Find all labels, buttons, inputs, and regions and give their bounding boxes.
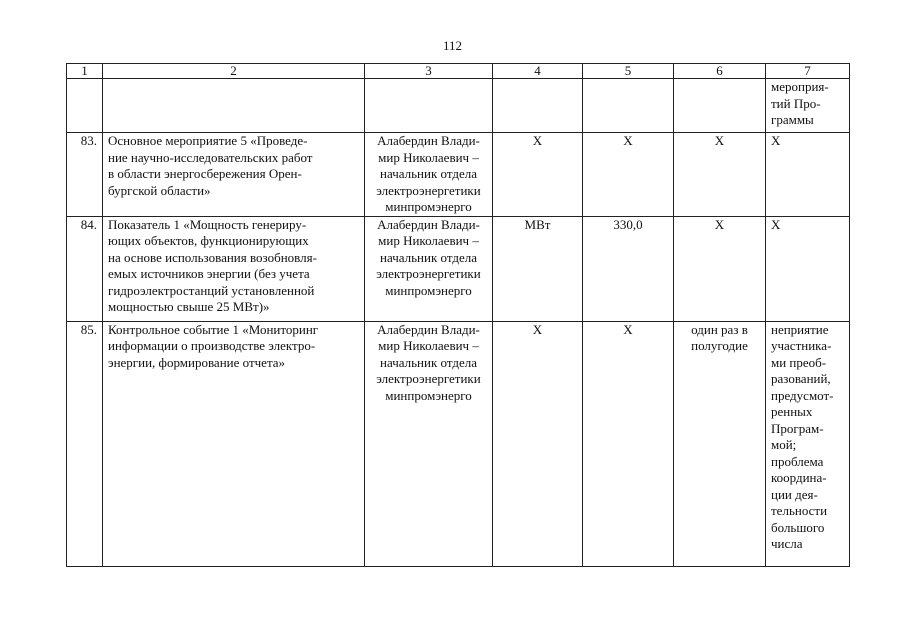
target-value-cell: Х	[583, 321, 674, 566]
table-row	[67, 133, 850, 217]
risks-line: проблема	[771, 453, 824, 469]
responsible-person-line: электроэнергетики	[376, 182, 481, 198]
risks-line: мой;	[771, 437, 797, 452]
period-line: Х	[714, 216, 725, 232]
row-number-cell: 84.	[67, 216, 103, 321]
risks-line: Програм-	[771, 420, 824, 436]
responsible-person-line: начальник отдела	[379, 249, 477, 265]
row-number-cell	[67, 79, 103, 133]
risks-line: числа	[771, 536, 803, 551]
column-header: 7	[766, 64, 850, 79]
column-header: 5	[583, 64, 674, 79]
activity-name-line: ние научно-исследовательских работ	[108, 149, 313, 165]
risks-cell	[766, 79, 850, 133]
responsible-person-line: мир Николаевич –	[378, 338, 479, 353]
risks-line: разований,	[771, 371, 831, 386]
program-table	[66, 63, 850, 567]
activity-name-line: на основе использования возобновля-	[108, 249, 317, 265]
activity-name-cell	[103, 216, 365, 321]
activity-name-line: Показатель 1 «Мощность генериру-	[108, 216, 307, 232]
activity-name-line: информации о производстве электро-	[108, 338, 316, 353]
activity-name-cell	[103, 79, 365, 133]
target-value-cell: 330,0	[583, 216, 674, 321]
unit-of-measure-cell: Х	[493, 321, 583, 566]
risks-line: ми преоб-	[771, 354, 827, 370]
risks-cell	[766, 216, 850, 321]
activity-name-line: гидроэлектростанций установленной	[108, 282, 315, 298]
responsible-person-cell	[365, 133, 493, 217]
table-row	[67, 321, 850, 566]
risks-line: тельности	[771, 503, 828, 518]
responsible-person-cell	[365, 321, 493, 566]
activity-name-line: бургской области»	[108, 182, 211, 198]
table-row	[67, 216, 850, 321]
target-value-cell: Х	[583, 133, 674, 217]
responsible-person-line: минпромэнерго	[385, 387, 472, 403]
risks-line: участника-	[771, 338, 832, 353]
page-number: 112	[442, 38, 463, 53]
period-line: один раз в	[691, 321, 748, 337]
responsible-person-cell	[365, 79, 493, 133]
column-header: 3	[365, 64, 493, 79]
responsible-person-line: мир Николаевич –	[378, 233, 479, 248]
risks-line: Х	[771, 133, 781, 148]
column-header: 2	[103, 64, 365, 79]
responsible-person-line: начальник отдела	[379, 166, 477, 181]
unit-of-measure-cell: МВт	[493, 216, 583, 321]
activity-name-cell	[103, 133, 365, 217]
activity-name-line: Основное мероприятие 5 «Проведе-	[108, 133, 308, 148]
activity-name-line: энергии, формирование отчета»	[108, 354, 286, 370]
responsible-person-line: минпромэнерго	[385, 199, 472, 214]
column-header: 1	[67, 64, 103, 79]
period-cell	[674, 79, 766, 133]
responsible-person-line: Алабердин Влади-	[377, 133, 480, 148]
responsible-person-cell	[365, 216, 493, 321]
column-header: 6	[674, 64, 766, 79]
risks-line: большого	[771, 519, 825, 535]
target-value-cell	[583, 79, 674, 133]
activity-name-line: в области энергосбережения Орен-	[108, 166, 302, 181]
risks-line: Х	[771, 216, 781, 232]
header-row	[67, 64, 850, 79]
activity-name-line: Контрольное событие 1 «Мониторинг	[108, 321, 319, 337]
activity-name-line: мощностью свыше 25 МВт)»	[108, 299, 270, 314]
responsible-person-line: минпромэнерго	[385, 282, 472, 298]
activity-name-line: емых источников энергии (без учета	[108, 266, 310, 281]
row-number-cell: 85.	[67, 321, 103, 566]
responsible-person-line: электроэнергетики	[376, 266, 481, 281]
risks-cell	[766, 321, 850, 566]
table-row	[67, 79, 850, 133]
period-line: полугодие	[691, 338, 748, 353]
responsible-person-line: мир Николаевич –	[378, 149, 479, 165]
unit-of-measure-cell	[493, 79, 583, 133]
row-number-cell: 83.	[67, 133, 103, 217]
risks-line: координа-	[771, 470, 827, 485]
risks-cell	[766, 133, 850, 217]
unit-of-measure-cell: Х	[493, 133, 583, 217]
risks-line: предусмот-	[771, 387, 834, 403]
risks-line: неприятие	[771, 321, 829, 337]
activity-name-cell	[103, 321, 365, 566]
responsible-person-line: Алабердин Влади-	[377, 216, 480, 232]
risks-line: ции дея-	[771, 486, 818, 502]
activity-name-line: ющих объектов, функционирующих	[108, 233, 309, 248]
column-header: 4	[493, 64, 583, 79]
responsible-person-line: Алабердин Влади-	[377, 321, 480, 337]
risks-line: мероприя-	[771, 79, 829, 94]
risks-line: ренных	[771, 404, 813, 419]
period-cell	[674, 321, 766, 566]
risks-line: граммы	[771, 112, 814, 127]
period-cell	[674, 216, 766, 321]
risks-line: тий Про-	[771, 95, 821, 111]
period-cell	[674, 133, 766, 217]
responsible-person-line: электроэнергетики	[376, 371, 481, 386]
responsible-person-line: начальник отдела	[379, 354, 477, 370]
period-line: Х	[714, 133, 725, 148]
